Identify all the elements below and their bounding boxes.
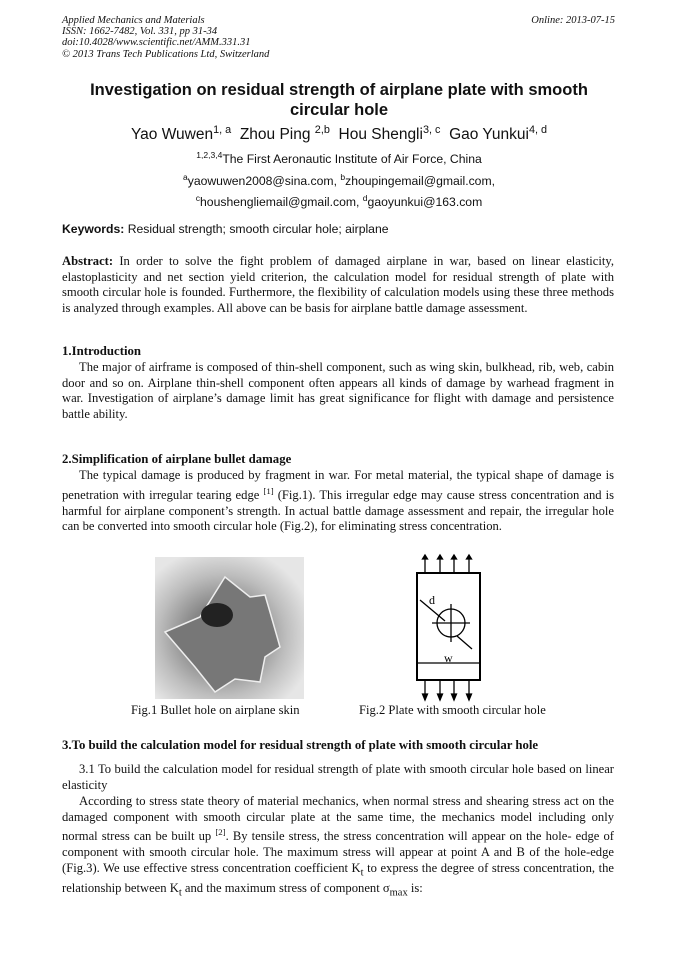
author: Hou Shengli [338,126,423,144]
arrow-head [467,555,472,559]
bullet-hole-shape [155,557,304,699]
section-paragraph [62,468,614,535]
abstract-text: In order to solve the fight problem of damaged airplane in war, based on linear elasticity, elastoplasticity and net section yield criterion, the calculation model for residual strength of plate with smooth circular hole is founded. Furthermore, the flexibility of calculation models using these three methods is analyzed through examples. All above can be basis for airplane battle damage assessment. [62,254,614,316]
arrow-head [452,694,457,700]
arrow-head [438,694,443,700]
author-sup: 3, c [422,124,441,136]
arrow-head [438,555,443,559]
author: Gao Yunkui [449,126,529,144]
citation-link[interactable]: [2] [215,827,226,838]
keywords-label: Keywords: [62,222,125,236]
author: Zhou Ping [239,126,315,144]
affiliation-text: The First Aeronautic Institute of Air Force, China [222,152,482,167]
section-heading: 2.Simplification of airplane bullet damage [62,452,292,466]
section-paragraph [62,794,614,901]
arrow-head [423,694,428,700]
copyright: © 2013 Trans Tech Publications Ltd, Switzerland [62,48,270,60]
email: zhoupingemail@gmail.com, [345,174,495,189]
keywords-text: Residual strength; smooth circular hole; airplane [124,222,389,236]
affiliation-sup: 1,2,3,4 [196,150,223,160]
author-sup: 4, d [528,124,548,136]
email: houshengliemail@gmail.com, [200,195,363,210]
keywords [62,222,389,236]
emails-line-2 [62,193,616,209]
abstract [62,254,614,317]
journal-name: Applied Mechanics and Materials [62,15,205,26]
emails-line-1 [62,172,616,188]
section-heading: 3.To build the calculation model for residual strength of plate with smooth circular hole [62,738,539,752]
bullet-hole-photo [155,557,304,699]
online-date: Online: 2013-07-15 [531,15,615,26]
text: (Fig.1). This irregular edge may cause stress concentration and is harmful for airplane component’s strength. In actual battle damage assessment and repair, the irregular hole can be converted into smooth circular hole (Fig.2), for eliminating stress concentration. [62,487,614,534]
subsection-heading: 3.1 To build the calculation model for residual strength of plate with smooth circular hole based on linear elasticity [62,762,614,792]
email: yaowuwen2008@sina.com, [187,174,341,189]
author-sup: 2,b [314,124,330,136]
journal-header [62,15,269,60]
text: is: [407,881,423,896]
arrow-head [452,555,457,559]
email-sup: b [340,172,346,182]
author-sup: 1, a [213,124,232,136]
arrow-head [467,694,472,700]
figure-caption: Fig.1 Bullet hole on airplane skin [131,703,300,717]
paper-title: Investigation on residual strength of airplane plate with smooth circular hole [90,81,588,119]
doi: doi:10.4028/www.scientific.net/AMM.331.31 [62,37,251,49]
text: According to stress state theory of material mechanics, when normal stress and shearing stress act on the damaged component with smooth circular plate at the same time, the mechanics model including only normal stress can be built up [62,794,614,844]
text: The typical damage is produced by fragment in war. For metal material, the typical shape of damage is penetration with irregular tearing edge [62,468,614,502]
subscript: t [178,887,182,899]
plate-diagram [408,553,498,705]
width-label: w [444,651,453,665]
section-heading: 1.Introduction [62,344,142,358]
abstract-label: Abstract: [62,254,114,268]
subscript: max [389,887,408,899]
diameter-label: d [429,593,435,607]
arrow-head [423,555,428,559]
email-sup: d [362,193,368,203]
text: to express the degree of stress concentration, the relationship between K [62,861,614,896]
email: gaoyunkui@163.com [367,195,483,210]
section-paragraph: The major of airframe is composed of thin-shell component, such as wing skin, bulkhead, rib, web, cabin door and so on. Airplane thin-shell component often appears all kinds of damage by warhead fragment in war. Investigation of airplane’s damage limit has great significance for flight with damage and persistence battle ability. [62,360,614,422]
affiliation [62,150,616,166]
subscript: t [360,867,364,879]
author: Yao Wuwen [130,126,214,144]
text: . By tensile stress, the stress concentration will appear on the hole- edge of component with smooth circular hole. The maximum stress will appear at point A and B of the hole-edge (Fig.3). We use effective stress concentration coefficient K [62,829,614,875]
authors [62,124,616,144]
text: and the maximum stress of component σ [181,881,390,896]
email-sup: c [195,193,201,203]
figure-caption: Fig.2 Plate with smooth circular hole [359,703,546,717]
issn: ISSN: 1662-7482, Vol. 331, pp 31-34 [62,26,218,38]
email-sup: a [182,172,188,182]
citation-link[interactable]: [1] [263,485,274,496]
